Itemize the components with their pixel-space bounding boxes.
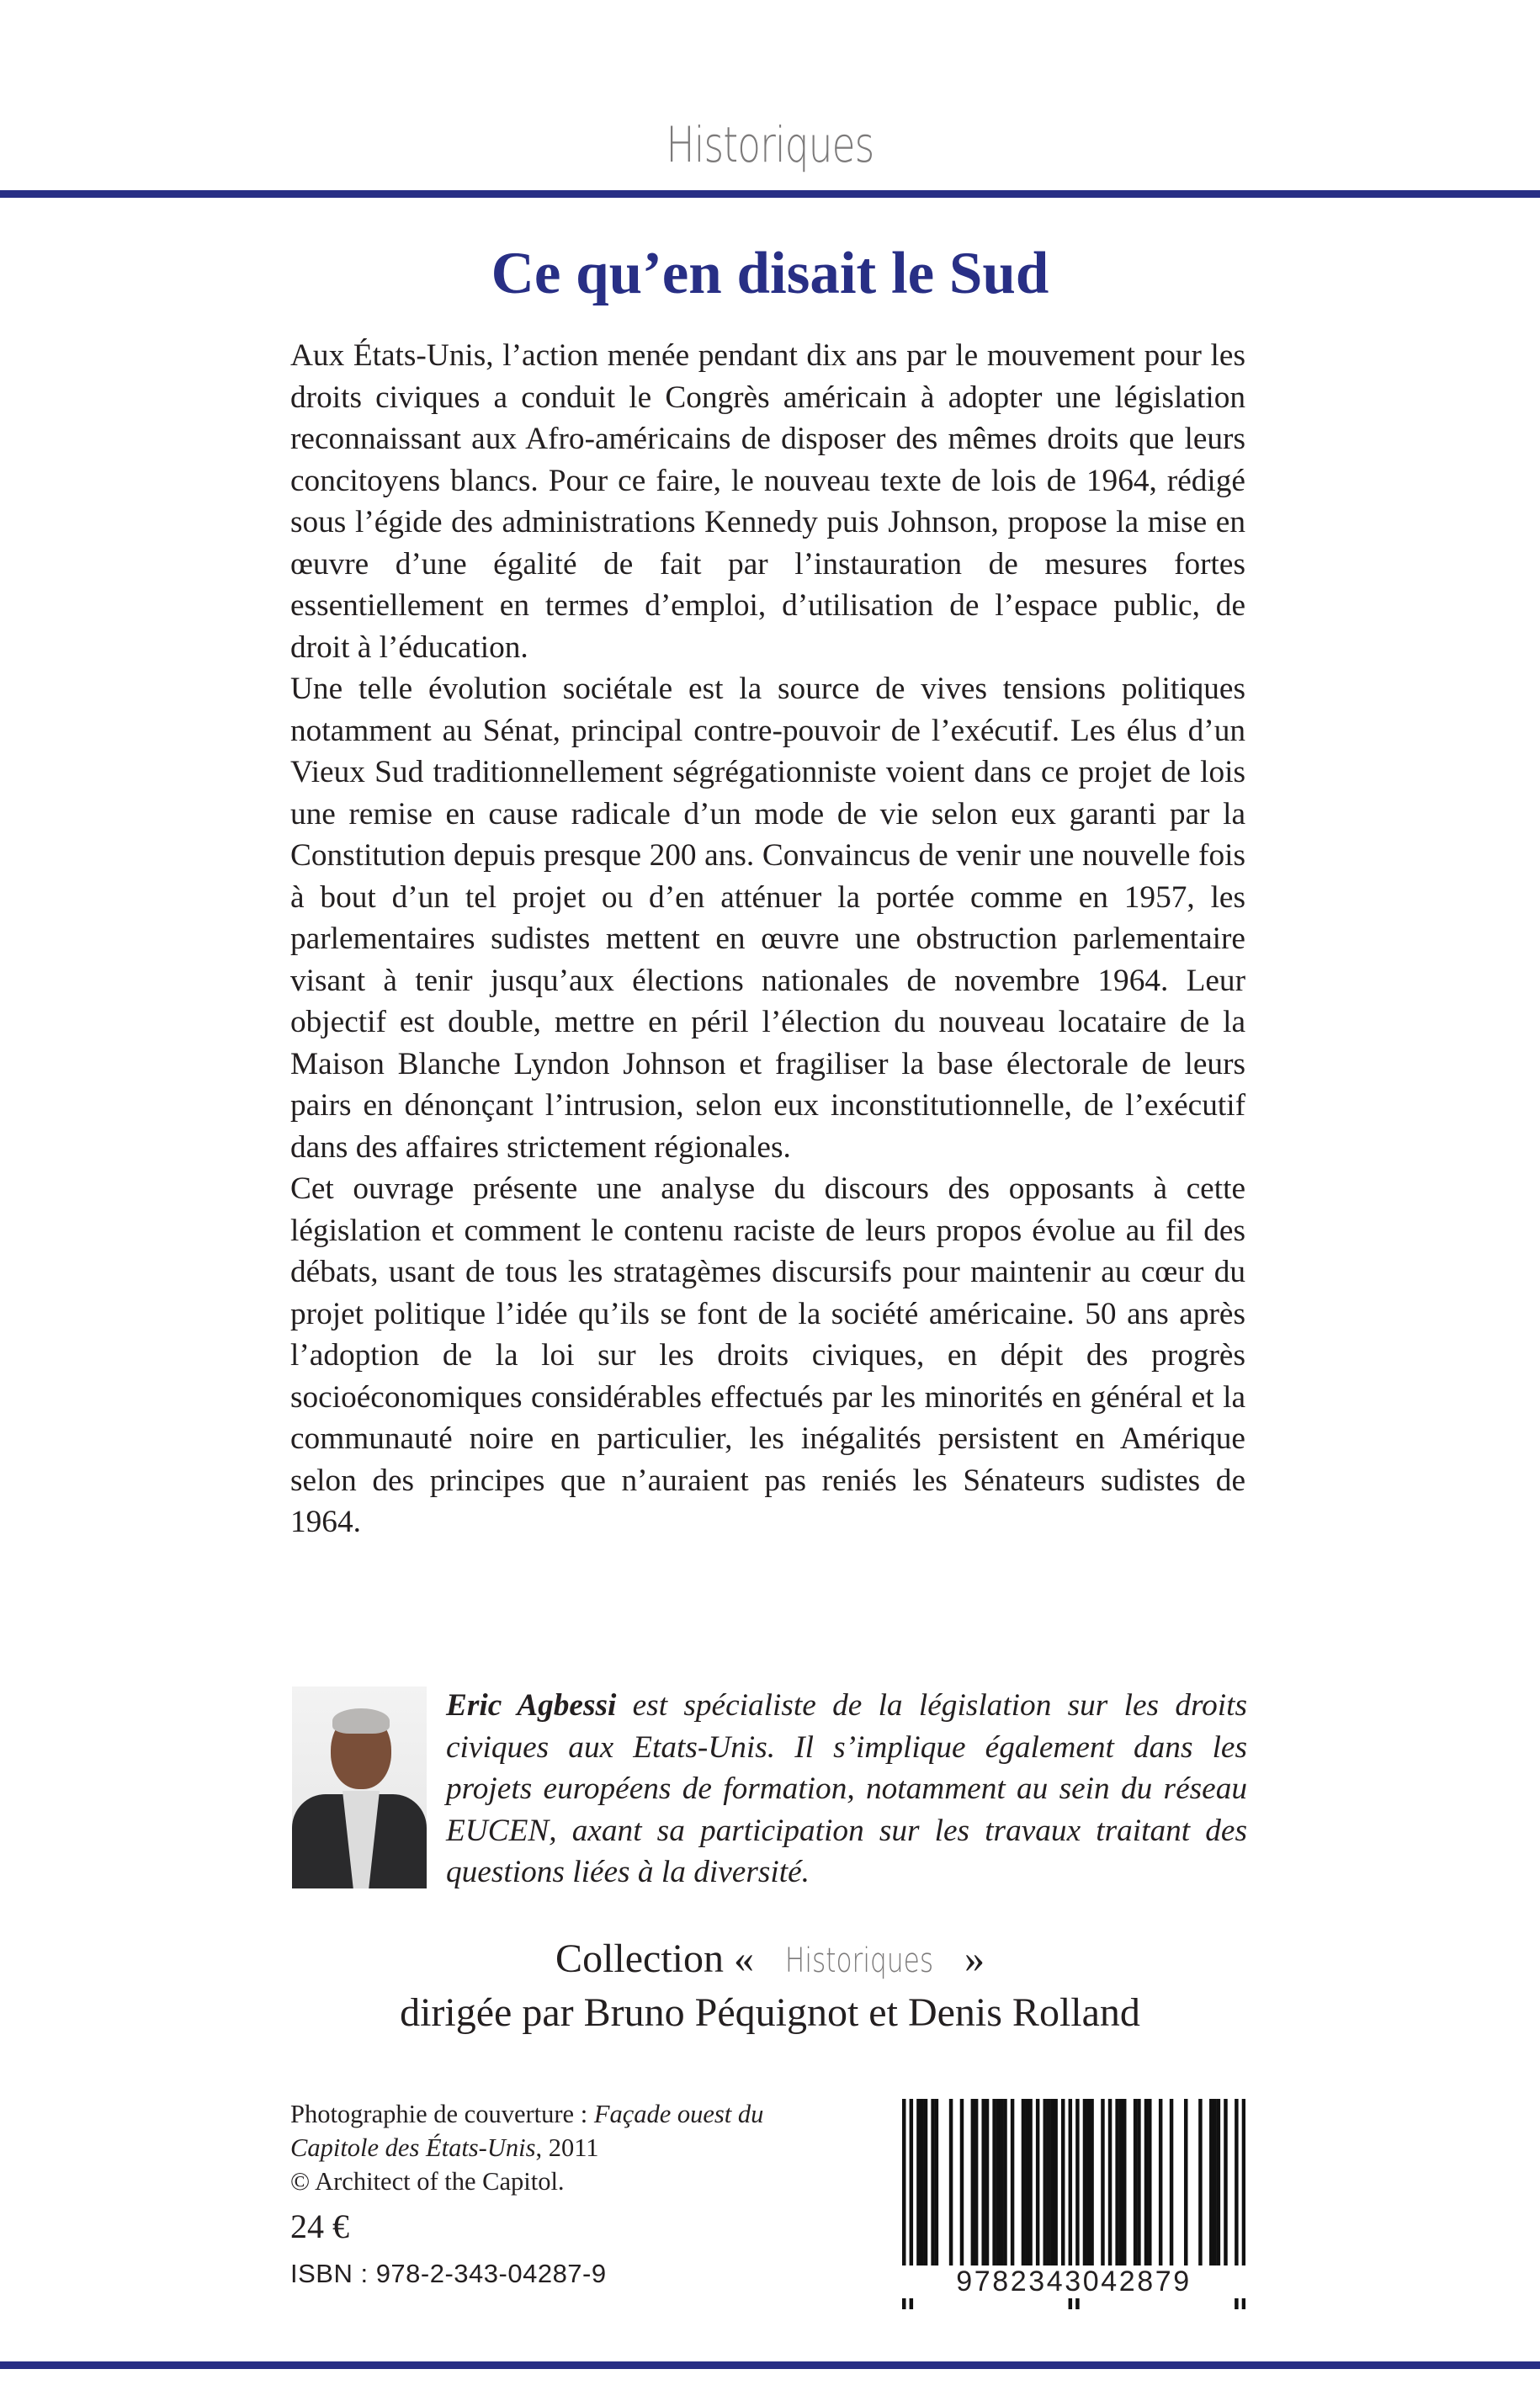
credits-copyright: © Architect of the Capitol.: [290, 2167, 565, 2196]
author-name: Eric Agbessi: [446, 1688, 617, 1723]
credits-year: , 2011: [535, 2133, 599, 2162]
collection-info: [0, 1933, 1540, 2039]
collection-series-logo: Historiques: [784, 1941, 934, 1980]
blurb-paragraph: Aux États-Unis, l’action menée pendant dix ans par le mouvement pour les droits civiques a conduit le Congrès américain à adopter une législation reconnaissant aux Afro-américains de disposer des mêmes droits que leurs concitoyens blancs. Pour ce faire, le nouveau texte de lois de 1964, rédigé sous l’égide des administrations Kennedy puis Johnson, propose la mise en œuvre d’une égalité de fait par l’instauration de mesures fortes essentiellement en termes d’emploi, d’utilisation de l’espace public, de droit à l’éducation.: [290, 338, 1245, 665]
barcode-digits: 9782343042879: [902, 2265, 1245, 2298]
bottom-rule: [0, 2361, 1540, 2369]
back-cover-blurb: [290, 335, 1245, 1543]
collection-suffix: »: [964, 1936, 985, 1981]
author-bio-text: est spécialiste de la législation sur les droits civiques aux Etats-Unis. Il s’implique également dans les projets européens de formation, notamment au sein du réseau EUCEN, axant sa participation sur les travaux traitant des questions liées à la diversité.: [446, 1688, 1247, 1889]
top-rule: [0, 190, 1540, 198]
blurb-paragraph: Une telle évolution sociétale est la source de vives tensions politiques notamment au Sénat, principal contre-pouvoir de l’exécutif. Les élus d’un Vieux Sud traditionnellement ségrégationniste voient dans ce projet de lois une remise en cause radicale d’un mode de vie selon eux garanti par la Constitution depuis presque 200 ans. Convaincus de venir une nouvelle fois à bout d’un tel projet ou d’en atténuer la portée comme en 1957, les parlementaires sudistes mettent en œuvre une obstruction parlementaire visant à tenir jusqu’aux élections nationales de novembre 1964. Leur objectif est double, mettre en péril l’élection du nouveau locataire de la Maison Blanche Lyndon Johnson et fragiliser la base électorale de leurs pairs en dénonçant l’intrusion, selon eux inconstitutionnelle, de l’exécutif dans des affaires strictement régionales.: [290, 672, 1245, 1165]
series-logo: Historiques: [666, 116, 874, 173]
credits-label: Photographie de couverture :: [290, 2100, 594, 2128]
blurb-paragraph: Cet ouvrage présente une analyse du discours des opposants à cette législation et comment le contenu raciste de leurs propos évolue au fil des débats, usant de tous les stratagèmes discursifs pour maintenir au cœur du projet politique l’idée qu’ils se font de la société américaine. 50 ans après l’adoption de la loi sur les droits civiques, en dépit des progrès socioéconomiques considérables effectués par les minorités en général et la communauté noire en particulier, les inégalités persistent en Amérique selon des principes que n’auraient pas reniés les Sénateurs sudistes de 1964.: [290, 1171, 1245, 1539]
author-bio: [446, 1685, 1247, 1894]
collection-prefix: Collection «: [555, 1936, 755, 1981]
author-photo: [292, 1686, 427, 1888]
price: 24 €: [290, 2207, 349, 2245]
collection-directors: dirigée par Bruno Péquignot et Denis Rolland: [400, 1990, 1140, 2035]
isbn: ISBN : 978-2-343-04287-9: [290, 2259, 607, 2288]
photo-credits: [290, 2097, 812, 2198]
credits-work-title: Façade ouest du Capitole des États-Unis: [290, 2100, 764, 2162]
book-title: Ce qu’en disait le Sud: [491, 241, 1049, 306]
